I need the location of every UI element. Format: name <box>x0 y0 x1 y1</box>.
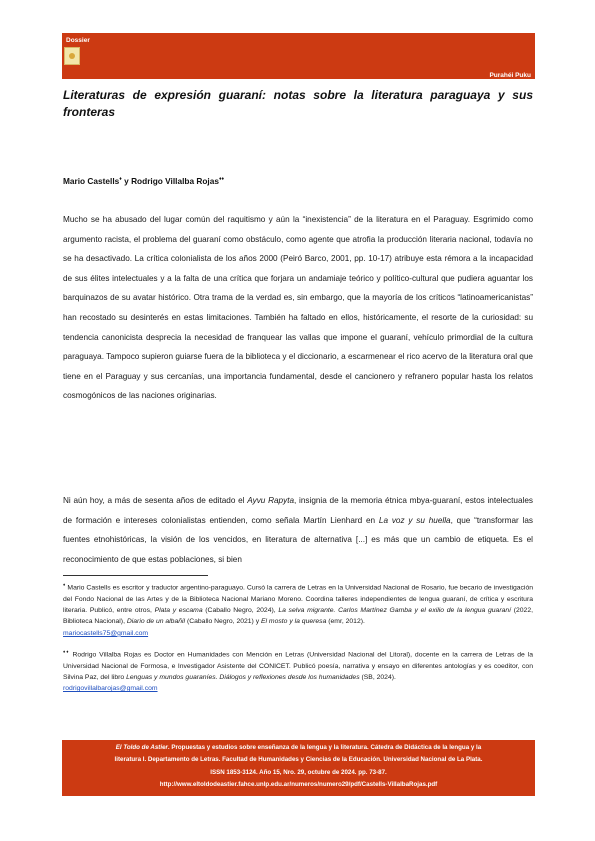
footer-journal-name: El Toldo de Astier <box>115 744 168 751</box>
cited-work-la-voz: La voz y su huella <box>378 515 451 525</box>
footnote-2-text-2: (SB, 2024). <box>359 674 396 682</box>
paragraph-2-text-a: Ni aún hoy, a más de sesenta años de editado el <box>63 496 248 505</box>
body-paragraph-2 <box>63 491 533 569</box>
footnote-1-text-5: (emr, 2012). <box>326 618 365 626</box>
footnote-1-work-4: El mosto y la queresa <box>261 618 327 626</box>
journal-section-name: Purahéi Puku <box>489 72 531 79</box>
footer-line-1 <box>62 742 535 754</box>
footnote-separator <box>63 575 208 576</box>
footer-banner <box>62 740 535 796</box>
authors-connector: y <box>121 176 132 186</box>
author-2: Rodrigo Villalba Rojas <box>131 176 219 186</box>
authors-line <box>63 176 224 186</box>
author-1: Mario Castells <box>63 176 120 186</box>
footer-line-1-rest: . Propuestas y estudios sobre enseñanza de la lengua y la literatura. Cátedra de Didáctica de la lengua y la <box>167 744 482 751</box>
cited-work-ayvu-rapyta: Ayvu Rapyta <box>247 496 295 505</box>
footnote-1-mark: ♦ <box>63 582 66 587</box>
footnote-1 <box>63 579 533 639</box>
footnote-1-work-2: La selva migrante. Carlos Martínez Gamba y el exilio de la lengua guaraní <box>278 607 512 615</box>
section-label: Dossier <box>66 37 90 44</box>
header-banner <box>62 33 535 79</box>
paragraph-2-text-c: , que “transformar las fuentes etnohistóricas, la visión de los vencidos, en literatura de alternativa [...] es más que un cambio de etiqueta. Es el reconocimiento de que estas poblaciones, si bien <box>63 515 534 564</box>
footer-line-3: ISSN 1853-3124. Año 15, Nro. 29, octubre de 2024. pp. 73-87. <box>210 768 387 776</box>
footnote-1-work-3: Diario de un albañil <box>126 618 186 626</box>
body-paragraph-1: Mucho se ha abusado del lugar común del raquitismo y aún la “inexistencia” de la literatura en el Paraguay. Esgrimido como argumento racista, el problema del guaraní como obstáculo, como agente que atrofia la producción literaria nacional, todavía no se ha desactivado. La crítica colonialista de los años 2000 (Peiró Barco, 2001, pp. 10-17) atribuye esta rémora a la incapacidad de sus élites intelectuales y a la falta de una crítica que forjara un andamiaje teórico y político-cultural que pudiera aguantar los barquinazos de su avatar histórico. Otra trama de la verdad es, sin embargo, que la mayoría de los críticos “latinoamericanistas” han recostado su desinterés en estas limitaciones. También ha faltado en ellos, históricamente, el resorte de la curiosidad: su tendencia canonicista desprecia la necesidad de franquear las vallas que impone el guaraní, vehículo primordial de la cultura paraguaya. Tampoco supieron guiarse fuera de la biblioteca y el diccionario, a escarmenear el rico acervo de la literatura oral que tiene en el Paraguay y sus cercanías, una importancia fundamental, desde el cancionero y refranero popular hasta los relatos cosmogónicos de las naciones originarias. <box>63 215 533 401</box>
paragraph-2-text-b: , insignia de la memoria étnica mbya-guaraní, estos intelectuales de formación e intereses colonialistas entienden, como señala Martín Lienhard en <box>63 496 533 525</box>
email-link-villalba[interactable]: rodrigovillalbarojas@gmail.com <box>63 685 158 693</box>
journal-logo-icon <box>64 47 80 65</box>
author-2-footnote-mark: ♦♦ <box>218 176 225 183</box>
footnote-2-work-1: Lenguas y mundos guaraníes. Diálogos y reflexiones desde los humanidades <box>126 674 360 682</box>
footnote-1-text-3: (2022, Biblioteca Nacional), <box>63 607 533 626</box>
footnote-2-mark: ♦♦ <box>63 649 70 654</box>
footnote-1-work-1: Plata y escama <box>154 607 203 615</box>
email-link-castells[interactable]: mariocastells75@gmail.com <box>63 629 149 637</box>
footer-article-url[interactable]: http://www.eltoldodeastier.fahce.unlp.edu.ar/numeros/numero29/pdf/Castells-VillalbaRojas.pdf <box>159 780 438 788</box>
footnote-2 <box>63 646 533 695</box>
author-1-footnote-mark: ♦ <box>119 176 122 183</box>
article-title: Literaturas de expresión guaraní: notas sobre la literatura paraguaya y sus fronteras <box>63 88 533 119</box>
footnote-1-text: Mario Castells es escritor y traductor argentino-paraguayo. Cursó la carrera de Letras en la Universidad Nacional de Rosario, fue becario de investigación del Fondo Nacional de las Artes y de la Biblioteca Nacional Mariano Moreno. Coordina talleres independientes de lengua guaraní, de crítica y escritura literaria. Publicó, entre otros, <box>63 584 533 615</box>
footer-line-2: literatura I. Departamento de Letras. Facultad de Humanidades y Ciencias de la Educación. Universidad Nacional de La Plata. <box>114 756 483 764</box>
footnote-2-text: Rodrigo Villalba Rojas es Doctor en Humanidades con Mención en Letras (Universidad Nacional del Litoral), docente en la carrera de Letras de la Universidad Nacional de Formosa, e Investigador Asistente del CONICET. Publicó poesía, narrativa y ensayo en diferentes antologías y es coeditor, con Silvina Paz, del libro <box>63 651 533 682</box>
footnote-1-text-2: (Caballo Negro, 2024), <box>202 607 279 615</box>
footnote-1-text-4: (Caballo Negro, 2021) y <box>185 618 261 626</box>
